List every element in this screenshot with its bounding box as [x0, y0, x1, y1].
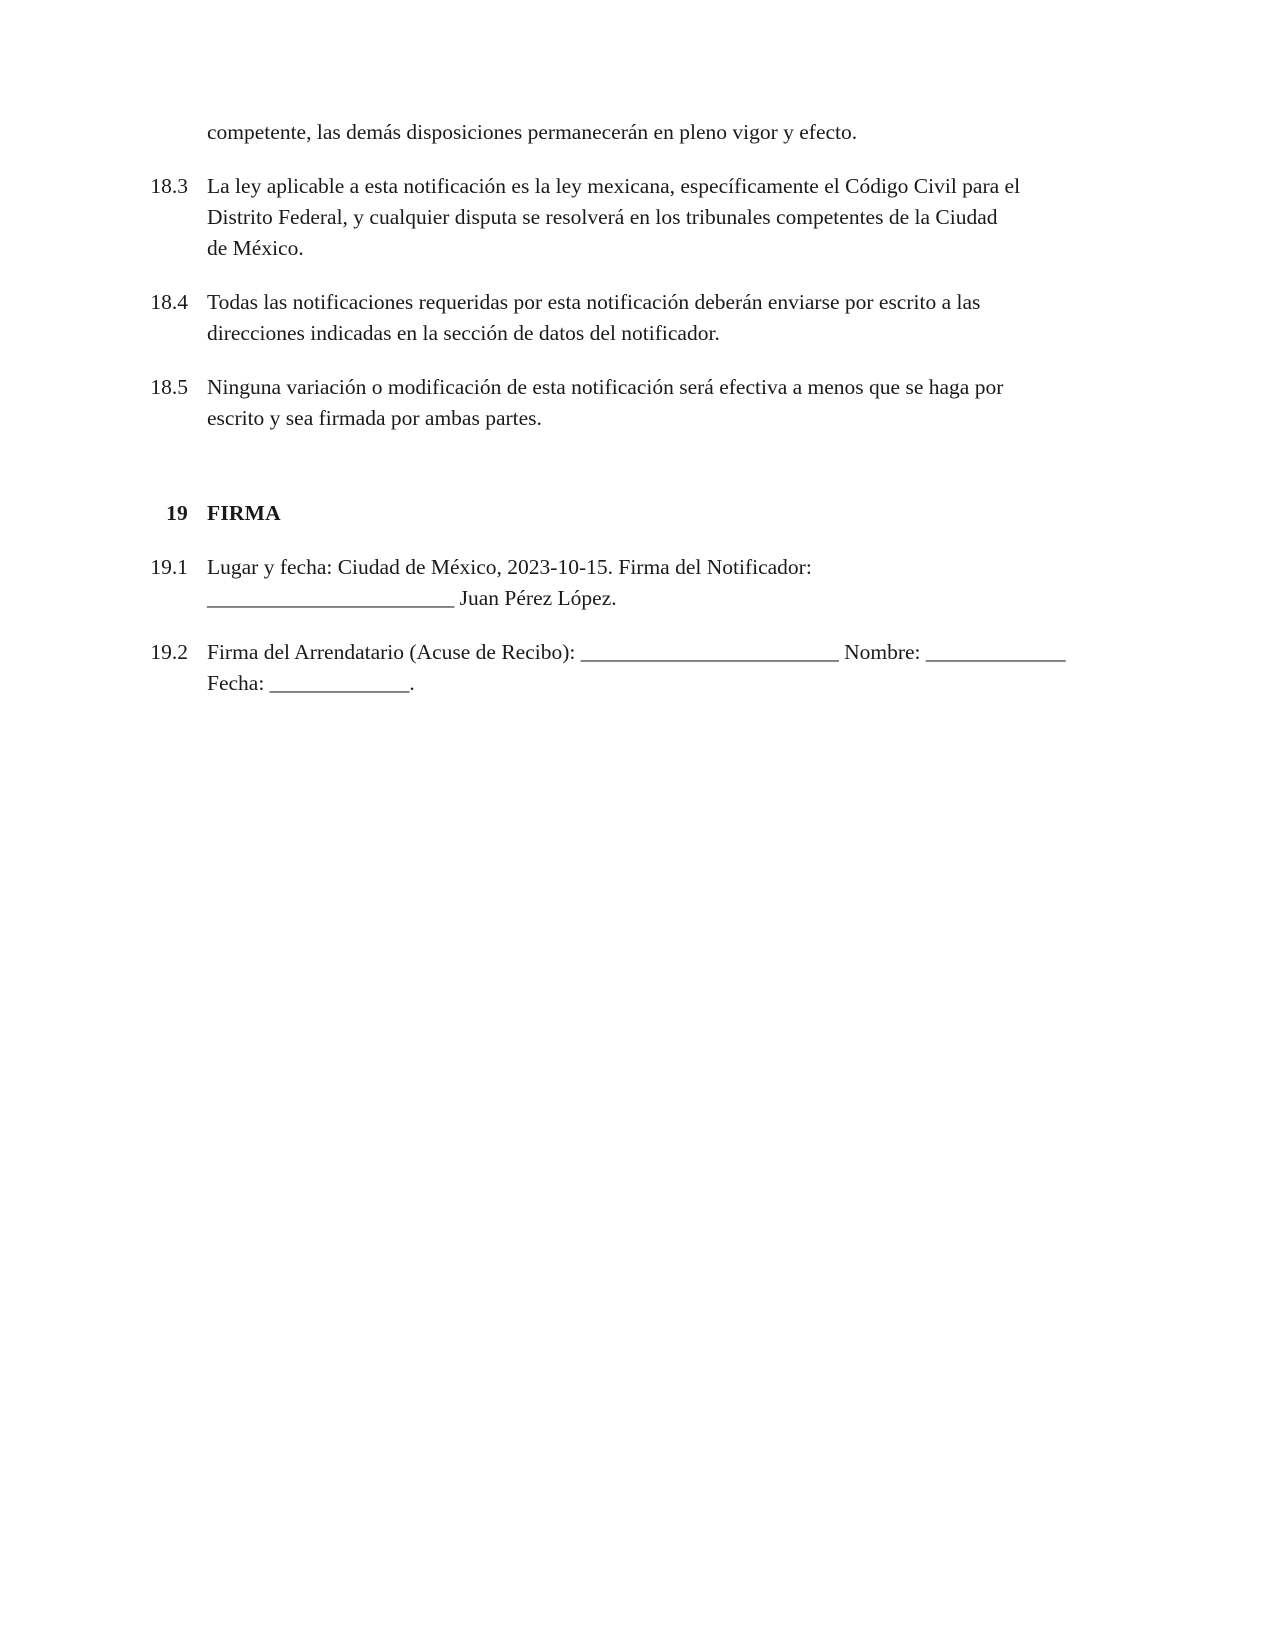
text-line: Distrito Federal, y cualquier disputa se resolverá en los tribunales competentes de la Ciudad [207, 205, 998, 229]
text-line: La ley aplicable a esta notificación es la ley mexicana, específicamente el Código Civil para el [207, 174, 1021, 198]
clause-19-2 [144, 637, 1115, 699]
text-line: direcciones indicadas en la sección de datos del notificador. [207, 321, 720, 345]
signature-line-notificador: _______________________ Juan Pérez López. [207, 586, 617, 610]
clause-text [207, 372, 1115, 434]
clause-number: 19.1 [150, 555, 188, 579]
clause-number: 18.4 [150, 290, 188, 314]
text-line: de México. [207, 236, 304, 260]
section-title: FIRMA [207, 501, 281, 525]
text-line: Lugar y fecha: Ciudad de México, 2023-10-15. Firma del Notificador: [207, 555, 812, 579]
clause-18-4 [144, 287, 1115, 349]
clause-number: 19.2 [150, 640, 188, 664]
clause-number: 18.3 [150, 174, 188, 198]
paragraph-text [207, 117, 1115, 148]
section-number: 19 [166, 501, 188, 525]
clause-text [207, 287, 1115, 349]
section-heading-firma [144, 498, 1115, 529]
clause-18-5 [144, 372, 1115, 434]
text-line: escrito y sea firmada por ambas partes. [207, 406, 542, 430]
clause-19-1 [144, 552, 1115, 614]
text-line: Ninguna variación o modificación de esta notificación será efectiva a menos que se haga por [207, 375, 1004, 399]
signature-line-fecha: Fecha: _____________. [207, 671, 415, 695]
signature-line-arrendatario: Firma del Arrendatario (Acuse de Recibo): ________________________ Nombre: _____________ [207, 640, 1066, 664]
document-content [144, 117, 1115, 699]
clause-number: 18.5 [150, 375, 188, 399]
clause-text [207, 552, 1115, 614]
text-line: Todas las notificaciones requeridas por esta notificación deberán enviarse por escrito a las [207, 290, 981, 314]
clause-text [207, 171, 1115, 264]
text-line: competente, las demás disposiciones permanecerán en pleno vigor y efecto. [207, 120, 858, 144]
paragraph-continuation [144, 117, 1115, 148]
clause-18-3 [144, 171, 1115, 264]
clause-text [207, 637, 1115, 699]
